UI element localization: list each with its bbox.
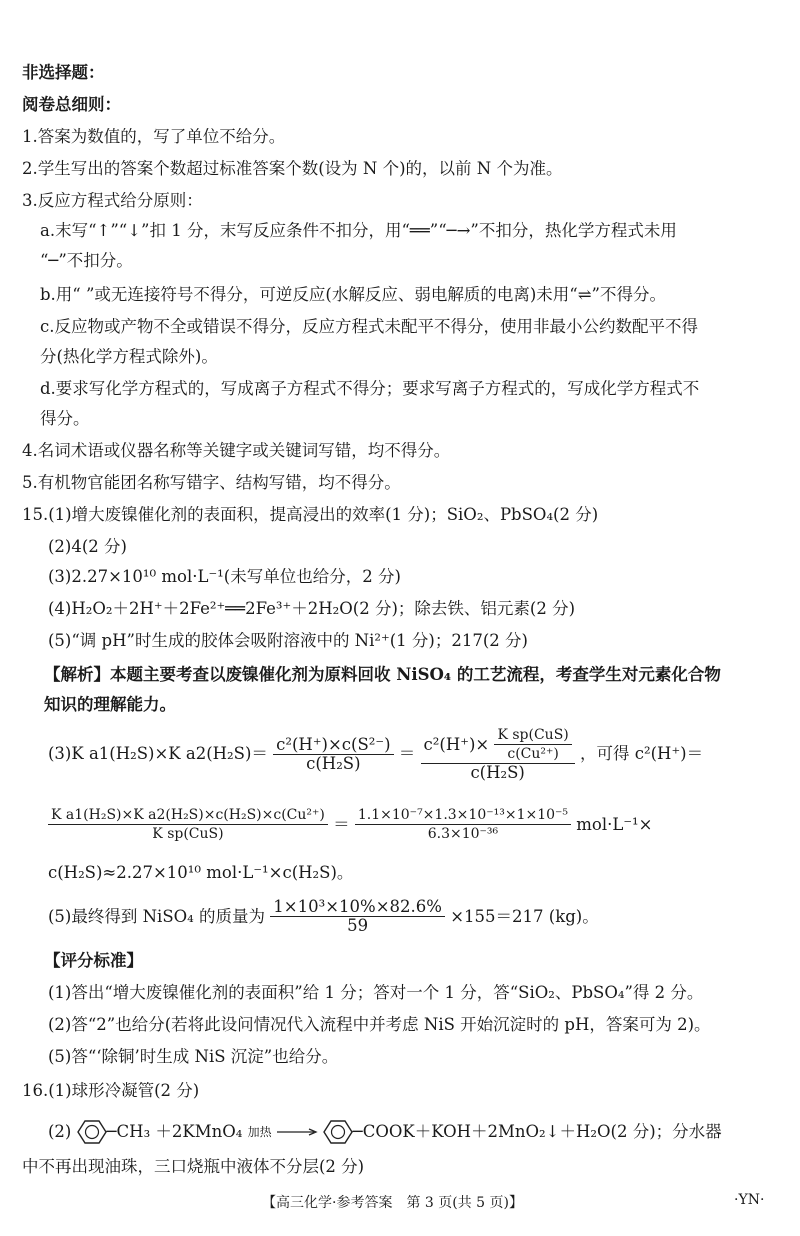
- calc5-fraction: [270, 898, 445, 935]
- calc3-fraction-3: [48, 806, 328, 843]
- calc3-f2-den: c(H₂S): [470, 763, 525, 782]
- q15-answer-5: (5)“调 pH”时生成的胶体会吸附溶液中的 Ni²⁺(1 分)；217(2 分): [48, 631, 528, 650]
- q15-answer-3: (3)2.27×10¹⁰ mol·L⁻¹(未写单位也给分，2 分): [48, 567, 401, 586]
- q15-calc3-line1: (3)K a1(H₂S)×K a2(H₂S)＝ $\frac{\text{c²(H⁺)×c(S²⁻)}}{\text{c(H₂S)}}$ ＝ c²(H⁺)× $\frac{\text{K sp(CuS)}}{\text{c(Cu²⁺)}}$ c(H₂S) ，可得 c²(H⁺)＝: [48, 727, 704, 782]
- calc3-f2-num: [421, 726, 575, 764]
- calc5-lead: (5)最终得到 NiSO₄ 的质量为: [48, 906, 266, 926]
- calc3-f4-den: 6.3×10⁻³⁶: [427, 826, 499, 842]
- calc3-f2-inner-den: c(Cu²⁺): [507, 746, 559, 762]
- score-5: (5)答“‘除铜’时生成 NiS 沉淀”也给分。: [48, 1047, 339, 1066]
- analysis-text: 本题主要考查以废镍催化剂为原料回收 NiSO₄ 的工艺流程，考查学生对元素化合物: [110, 665, 721, 684]
- benzene-ring-icon: [77, 1119, 107, 1145]
- calc3-fraction-4: [355, 806, 571, 843]
- q15-calc3-result: c(H₂S)≈2.27×10¹⁰ mol·L⁻¹×c(H₂S)。: [48, 863, 354, 882]
- score-2: (2)答“2”也给分(若将此设问情况代入流程中并考虑 NiS 开始沉淀时的 pH，答案可为 2)。: [48, 1015, 711, 1034]
- calc3-f3-den: K sp(CuS): [152, 826, 224, 842]
- rule-3: 3.反应方程式给分原则：: [22, 191, 203, 210]
- reaction-arrow: [248, 1126, 318, 1138]
- calc5-den: 59: [347, 916, 369, 935]
- q16-answer-2-cont: 中不再出现油珠，三口烧瓶中液体不分层(2 分): [22, 1157, 365, 1176]
- calc3-f1-den: c(H₂S): [306, 753, 361, 773]
- reaction-condition: 加热: [247, 1124, 272, 1139]
- rule-2: 2.学生写出的答案个数超过标准答案个数(设为 N 个)的，以前 N 个为准。: [22, 159, 563, 178]
- q15-answer-1: 15.(1)增大废镍催化剂的表面积，提高浸出的效率(1 分)；SiO₂、PbSO₄(2 分): [22, 505, 599, 524]
- rule-3a-cont: “─”不扣分。: [40, 251, 133, 270]
- q15-answer-4: (4)H₂O₂＋2H⁺＋2Fe²⁺══2Fe³⁺＋2H₂O(2 分)；除去铁、铝元素(2 分): [48, 599, 576, 618]
- section-title: 非选择题：: [22, 63, 105, 82]
- score-label: 【评分标准】: [44, 951, 143, 970]
- calc3-f2-inner-num: K sp(CuS): [494, 726, 571, 745]
- calc5-num: 1×10³×10%×82.6%: [270, 898, 445, 917]
- rule-3c: c.反应物或产物不全或错误不得分，反应方程式未配平不得分，使用非最小公约数配平不得: [40, 317, 698, 336]
- footer-right: ·YN·: [734, 1192, 765, 1208]
- benzene-ring-icon: [323, 1119, 353, 1145]
- rule-3b: b.用“ ”或无连接符号不得分，可逆反应(水解反应、弱电解质的电离)未用“⇌”不得分。: [40, 285, 666, 304]
- rule-3a: a.末写“↑”“↓”扣 1 分，末写反应条件不扣分，用“══”“─→”不扣分，热化学方程式未用: [40, 221, 677, 240]
- q16-answer-1: 16.(1)球形冷凝管(2 分): [22, 1081, 200, 1100]
- rule-3c-cont: 分(热化学方程式除外)。: [40, 347, 218, 366]
- rule-3d-cont: 得分。: [40, 409, 90, 428]
- calc3-left: K a1(H₂S)×K a2(H₂S)＝: [71, 744, 268, 763]
- q16-a2-product: ─COOK＋KOH＋2MnO₂↓＋H₂O(2 分)；分水器: [352, 1121, 722, 1141]
- rule-5: 5.有机物官能团名称写错字、结构写错，均不得分。: [22, 473, 401, 492]
- q16-a2-reactant: ─CH₃ ＋2KMnO₄: [106, 1121, 243, 1141]
- rule-3d: d.要求写化学方程式的，写成离子方程式不得分；要求写离子方程式的，写成化学方程式不: [40, 379, 700, 398]
- q15-analysis-cont: 知识的理解能力。: [44, 695, 176, 714]
- arrow-icon: [276, 1128, 318, 1136]
- score-1: (1)答出“增大废镍催化剂的表面积”给 1 分；答对一个 1 分，答“SiO₂、PbSO₄”得 2 分。: [48, 983, 704, 1002]
- q15-calc5: [48, 898, 599, 935]
- analysis-label: 【解析】: [44, 665, 110, 684]
- calc3-tail: ，可得 c²(H⁺)＝: [580, 744, 704, 763]
- calc3-f2-inner: [494, 726, 571, 763]
- calc3-f2-num-a: c²(H⁺)×: [423, 734, 490, 754]
- calc3-eq: ＝: [398, 744, 416, 763]
- rules-title: 阅卷总细则：: [22, 95, 121, 114]
- q15-analysis: [44, 664, 721, 686]
- footer-center: 【高三化学·参考答案 第 3 页(共 5 页)】: [262, 1195, 523, 1211]
- calc5-tail: ×155＝217 (kg)。: [450, 906, 599, 926]
- q15-answer-2: (2)4(2 分): [48, 537, 127, 556]
- q16-a2-lead: (2): [48, 1121, 72, 1141]
- q15-calc3-line2: $\frac{\text{K a1(H₂S)×K a2(H₂S)×c(H₂S)×c(Cu²⁺)}}{\text{K sp(CuS)}}$ ＝ $\frac{\text{1.1×10⁻⁷×1.3×10⁻¹³×1×10⁻⁵}}{\text{6.3×10⁻³⁶}}$ mol·L⁻¹×: [48, 806, 653, 843]
- calc3-f4-num: 1.1×10⁻⁷×1.3×10⁻¹³×1×10⁻⁵: [355, 806, 571, 825]
- q16-answer-2: [48, 1118, 722, 1145]
- calc3-unit: mol·L⁻¹×: [576, 814, 653, 834]
- rule-1: 1.答案为数值的，写了单位不给分。: [22, 127, 286, 146]
- calc3-f1-num: c²(H⁺)×c(S²⁻): [273, 736, 393, 755]
- rule-4: 4.名词术语或仪器名称等关键字或关键词写错，均不得分。: [22, 441, 451, 460]
- calc3-fraction-2: [421, 726, 575, 782]
- calc3-fraction-1: [273, 736, 393, 773]
- calc3-f3-num: K a1(H₂S)×K a2(H₂S)×c(H₂S)×c(Cu²⁺): [48, 806, 328, 825]
